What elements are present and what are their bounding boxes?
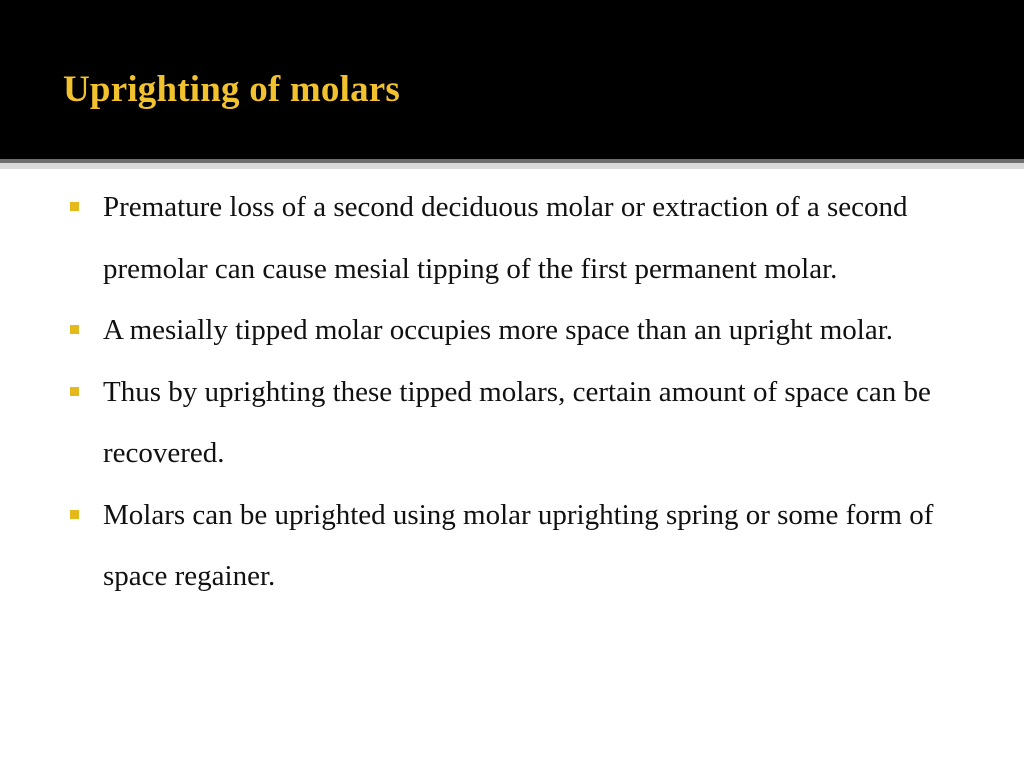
slide-title: Uprighting of molars <box>63 69 400 110</box>
bullet-text: Thus by uprighting these tipped molars, certain amount of space can be recovered. <box>103 375 931 469</box>
bullet-text: Premature loss of a second deciduous molar or extraction of a second premolar can cause mesial tipping of the first permanent molar. <box>103 191 908 285</box>
title-band <box>0 0 1024 159</box>
square-bullet-icon <box>70 325 79 334</box>
bullet-text: Molars can be uprighted using molar uprighting spring or some form of space regainer. <box>103 498 934 592</box>
bullet-item <box>0 300 1024 362</box>
bullet-item <box>0 177 1024 300</box>
square-bullet-icon <box>70 510 79 519</box>
bullet-item <box>0 362 1024 485</box>
square-bullet-icon <box>70 202 79 211</box>
bullet-text: A mesially tipped molar occupies more space than an upright molar. <box>103 314 894 346</box>
bullet-list <box>0 177 1024 608</box>
square-bullet-icon <box>70 387 79 396</box>
bullet-item <box>0 485 1024 608</box>
title-separator-light <box>0 163 1024 169</box>
